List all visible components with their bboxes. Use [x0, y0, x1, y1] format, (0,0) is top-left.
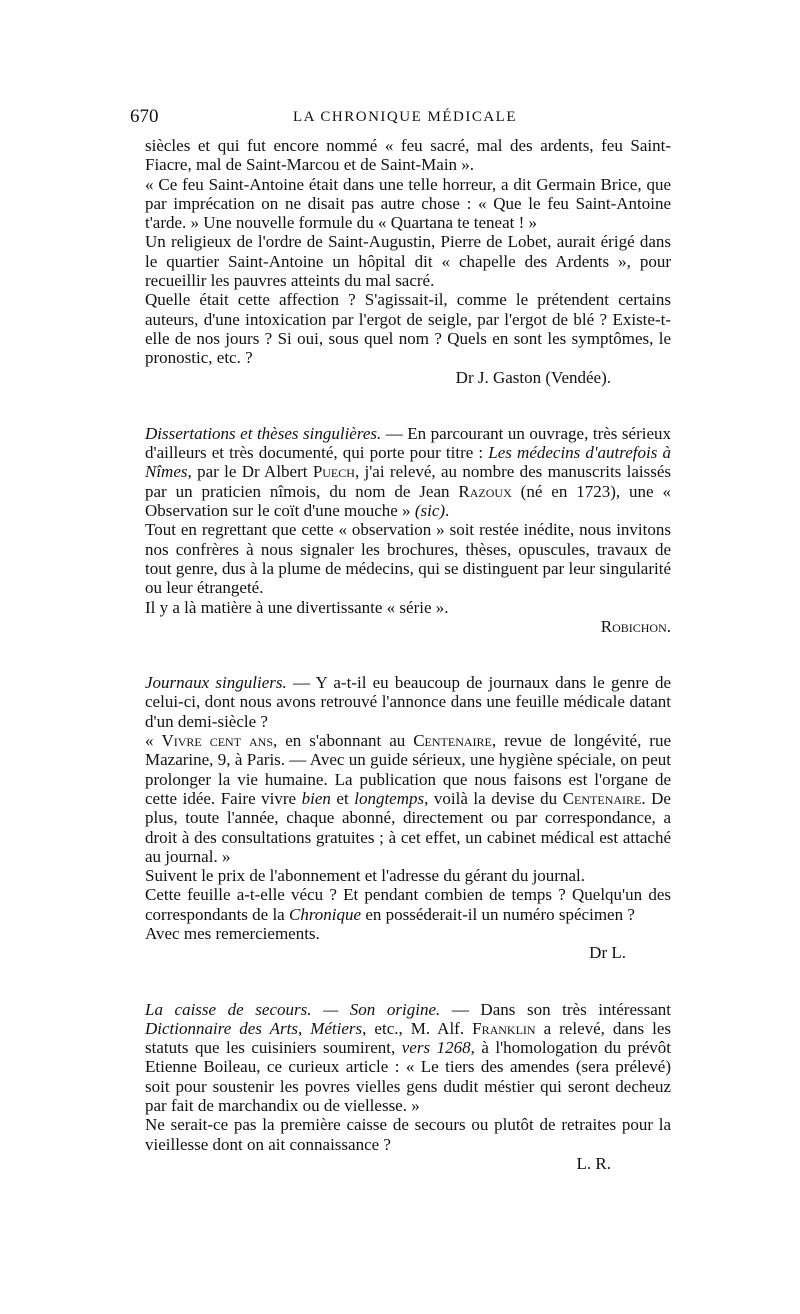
paragraph: Dissertations et thèses singulières. — En parcourant un ouvrage, très sérieux d'ailleurs et très documenté, qui porte pour titre : Les médecins d'autrefois à Nîmes, par le Dr Albert Puech, j'ai relevé, au nombre des manuscrits laissés par un praticien nîmois, du nom de Jean Razoux (né en 1723), une « Observation sur le coït d'une mouche » (sic). [145, 423, 672, 521]
paragraph: Il y a là matière à une divertissante « série ». [145, 597, 449, 617]
section-title: La caisse de secours. — Son origine. [145, 999, 441, 1019]
signature: Robichon. [600, 616, 671, 636]
paragraph: siècles et qui fut encore nommé « feu sacré, mal des ardents, feu Saint-Fiacre, mal de Saint-Marcou et de Saint-Main ». [145, 136, 671, 175]
paragraph: Suivent le prix de l'abonnement et l'adresse du gérant du journal. [145, 866, 585, 886]
signature: L. R. [576, 1153, 611, 1173]
paragraph: Cette feuille a-t-elle vécu ? Et pendant combien de temps ? Quelqu'un des correspondants de la Chronique en posséderait-il un numéro spécimen ? [145, 885, 671, 924]
page-number: 670 [130, 106, 159, 127]
paragraph: La caisse de secours. — Son origine. — Dans son très intéressant Dictionnaire des Arts, Métiers, etc., M. Alf. Franklin a relevé, dans les statuts que les cuisiniers soumirent, vers 1268, à l'homologation du prévôt Etienne Boileau, ce curieux article : « Le tiers des amendes (sera prélevé) soit pour soustenir les povres vielles gens dudit méstier qui seront decheuz par fait de marchandix ou de viellesse. » [145, 999, 672, 1116]
paragraph: Un religieux de l'ordre de Saint-Augustin, Pierre de Lobet, aurait érigé dans le quartier Saint-Antoine un hôpital dit « chapelle des Ardents », pour recueillir les pauvres atteints du mal sacré. [145, 232, 671, 291]
article-body [145, 136, 671, 1173]
signature: Dr L. [589, 943, 626, 963]
paragraph: Ne serait-ce pas la première caisse de secours ou plutôt de retraites pour la vieillesse dont on ait connaissance ? [145, 1115, 671, 1154]
paragraph: « Vivre cent ans, en s'abonnant au Centenaire, revue de longévité, rue Mazarine, 9, à Paris. — Avec un guide sérieux, une hygiène spéciale, on peut prolonger la vie humaine. La publication que nous faisons est l'organe de cette idée. Faire vivre bien et longtemps, voilà la devise du Centenaire. De plus, toute l'année, chaque abonné, directement ou par correspondance, a droit à des consultations gratuites ; à cet effet, un cabinet médical est attaché au journal. » [145, 731, 672, 866]
paragraph: Avec mes remerciements. [145, 923, 320, 943]
paragraph: Quelle était cette affection ? S'agissait-il, comme le prétendent certains auteurs, d'une intoxication par l'ergot de seigle, par l'ergot de blé ? Existe-t-elle de nos jours ? Si oui, sous quel nom ? Quels en sont les symptômes, le pronostic, etc. ? [145, 290, 671, 368]
paragraph: Tout en regrettant que cette « observation » soit restée inédite, nous invitons nos confrères à nous signaler les brochures, thèses, opuscules, travaux de tout genre, dus à la plume de médecins, qui se distinguent par leur singularité ou leur étrangeté. [145, 520, 671, 598]
paragraph: « Ce feu Saint-Antoine était dans une telle horreur, a dit Germain Brice, que par imprécation on ne disait pas autre chose : « Que le feu Saint-Antoine t'arde. » Une nouvelle formule du « Quartana te teneat ! » [145, 174, 671, 233]
section-title: Journaux singuliers. [145, 673, 287, 693]
paragraph: Journaux singuliers. — Y a-t-il eu beaucoup de journaux dans le genre de celui-ci, dont nous avons retrouvé l'annonce dans une feuille médicale datant d'un demi-siècle ? [145, 673, 671, 731]
section-title: Dissertations et thèses singulières. [145, 423, 382, 443]
running-title: LA CHRONIQUE MÉDICALE [293, 109, 517, 125]
signature: Dr J. Gaston (Vendée). [455, 367, 611, 387]
